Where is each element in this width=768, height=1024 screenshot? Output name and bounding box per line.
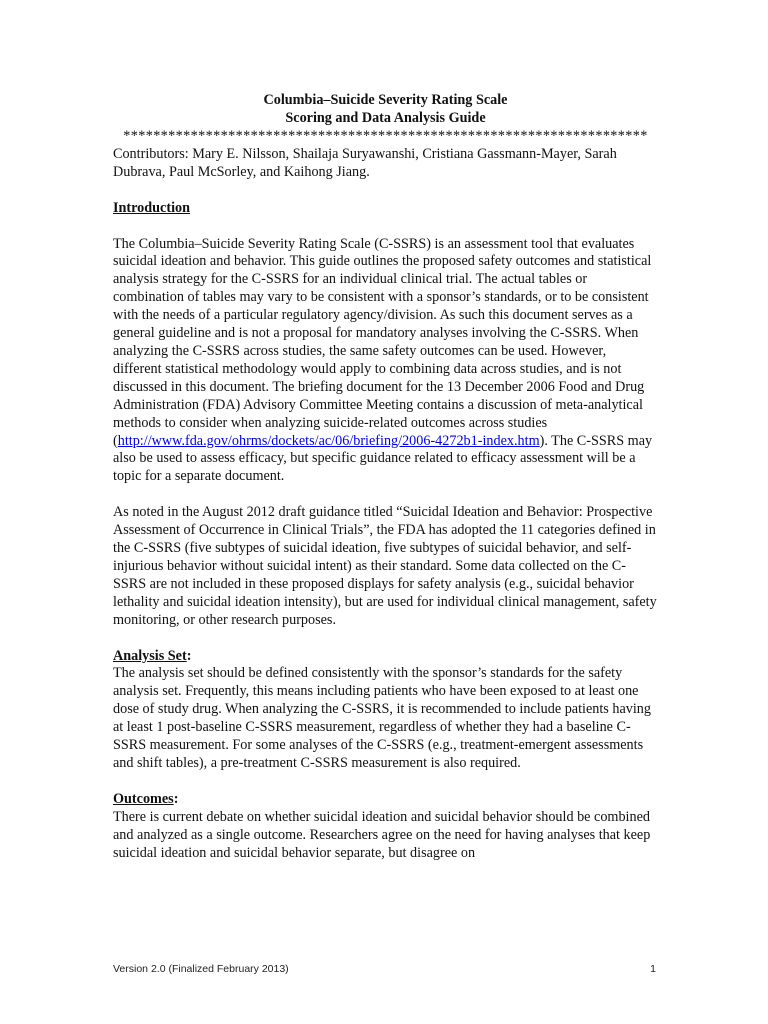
outcomes-paragraph: There is current debate on whether suicidal ideation and suicidal behavior should be combined and analyzed as a single outcome. Researchers agree on the need for having analyses that keep suicidal ideation and suicidal behavior separate, but disagree on — [113, 808, 651, 861]
page-number: 1 — [650, 963, 656, 975]
intro-text-a: The Columbia–Suicide Severity Rating Scale (C-SSRS) is an assessment tool that evaluates suicidal ideation and behavior. This guide outlines the proposed safety outcomes and statistical analysis strategy for the C-SSRS for an individual clinical trial. The actual tables or combination of tables may vary to be consistent with a sponsor’s standards, or to be consistent with the needs of a particular regulatory agency/division. As such this document serves as a general guideline and is not a proposal for mandatory analyses involving the C-SSRS. When analyzing the C-SSRS across studies, the same safety outcomes can be used. However, different statistical methodology would apply to combining data across studies, and is not discussed in this document. The briefing document for the 13 December 2006 Food and Drug Administration (FDA) Advisory Committee Meeting contains a discussion of meta-analytical methods to consider when analyzing suicide-related outcomes across studies ( — [113, 235, 652, 449]
analysis-set-heading-text: Analysis Set — [113, 647, 187, 664]
analysis-set-heading — [113, 648, 658, 666]
document-body — [113, 92, 658, 863]
introduction-paragraph-1 — [113, 236, 658, 487]
separator-line: ********************************************************************** — [123, 127, 648, 144]
fda-briefing-link[interactable]: http://www.fda.gov/ohrms/dockets/ac/06/briefing/2006-4272b1-index.htm — [117, 432, 540, 449]
analysis-set-colon: : — [186, 647, 192, 664]
introduction-heading: Introduction — [113, 199, 190, 216]
outcomes-colon: : — [173, 790, 179, 807]
version-label: Version 2.0 (Finalized February 2013) — [113, 963, 289, 975]
intro-text-b: ). The C-SSRS may also be used to assess efficacy, but specific guidance related to efficacy assessment will be a topic for a separate document. — [113, 432, 653, 485]
document-title: Columbia–Suicide Severity Rating Scale — [263, 92, 508, 108]
document-subtitle: Scoring and Data Analysis Guide — [285, 109, 486, 126]
contributors: Contributors: Mary E. Nilsson, Shailaja Suryawanshi, Cristiana Gassmann-Mayer, Sarah Dubrava, Paul McSorley, and Kaihong Jiang. — [113, 145, 617, 180]
outcomes-heading-text: Outcomes — [113, 790, 174, 807]
outcomes-heading — [113, 791, 658, 809]
introduction-paragraph-2: As noted in the August 2012 draft guidance titled “Suicidal Ideation and Behavior: Prospective Assessment of Occurrence in Clinical Trials”, the FDA has adopted the 11 categories defined in the C-SSRS (five subtypes of suicidal ideation, five subtypes of suicidal behavior, and self-injurious behavior without suicidal intent) as their standard. Some data collected on the C-SSRS are not included in these proposed displays for safety analysis (e.g., suicidal behavior lethality and suicidal ideation intensity), but are used for individual clinical management, safety monitoring, or other research purposes. — [113, 504, 657, 628]
analysis-set-paragraph: The analysis set should be defined consistently with the sponsor’s standards for the safety analysis set. Frequently, this means including patients who have been exposed to at least one dose of study drug. When analyzing the C-SSRS, it is recommended to include patients having at least 1 post-baseline C-SSRS measurement, regardless of whether they had a baseline C-SSRS measurement. For some analyses of the C-SSRS (e.g., treatment-emergent assessments and shift tables), a pre-treatment C-SSRS measurement is also required. — [113, 665, 651, 771]
